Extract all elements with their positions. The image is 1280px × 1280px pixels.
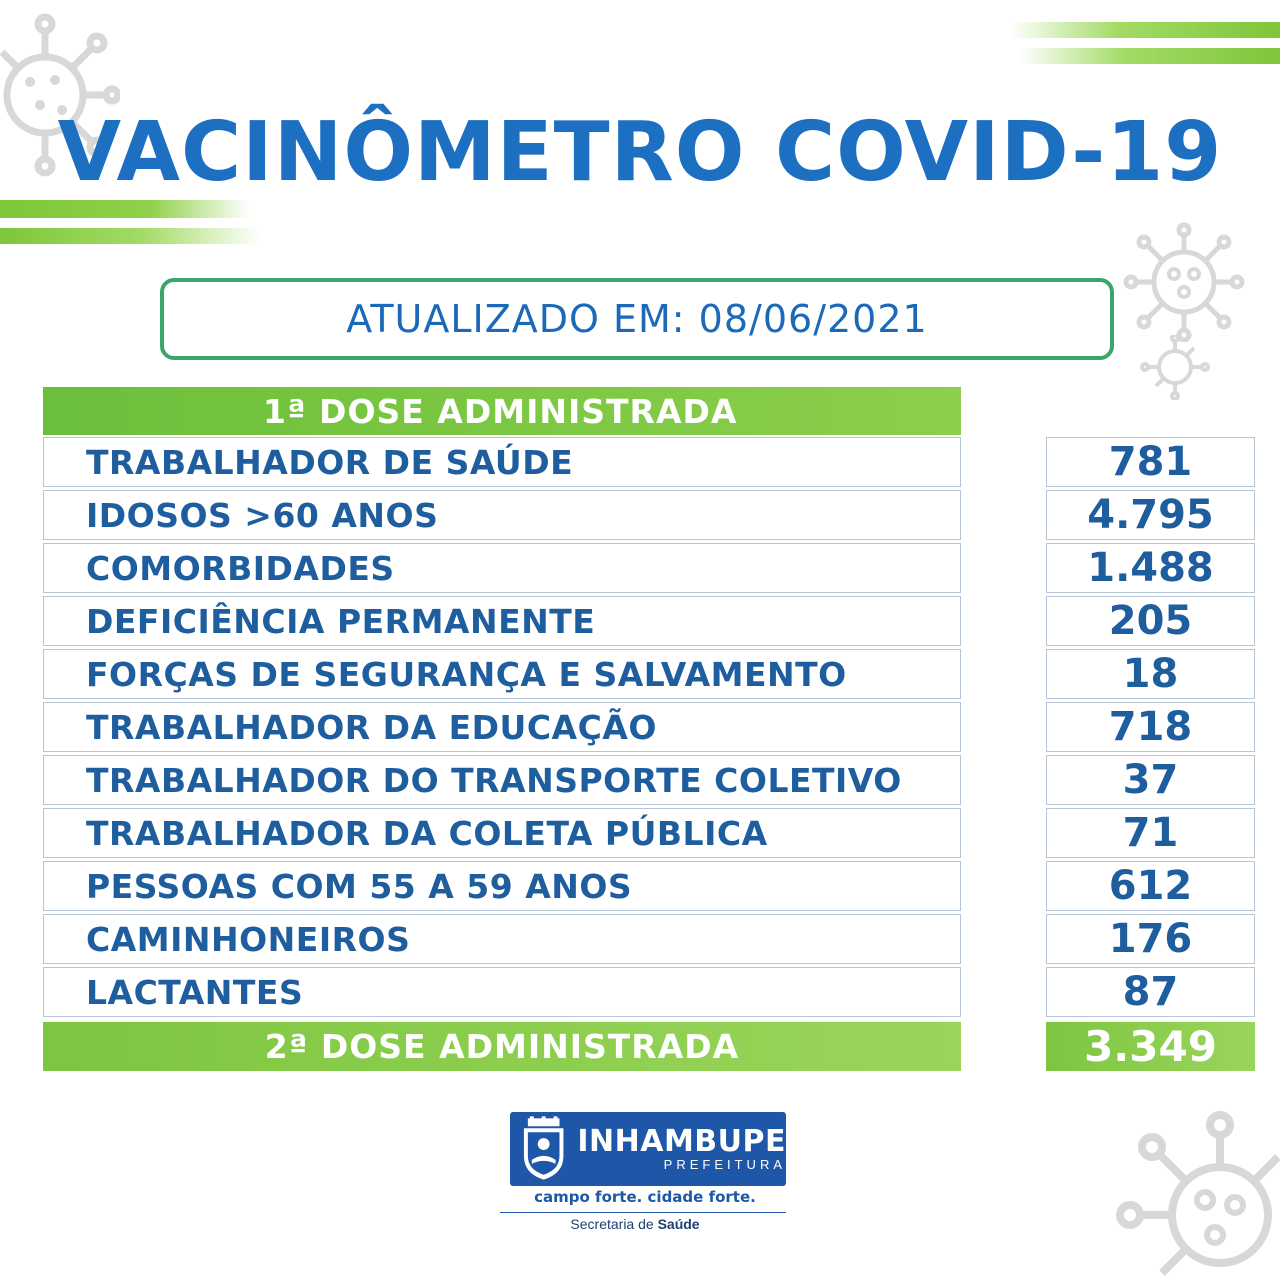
- row-value-cell: [1046, 967, 1255, 1017]
- table-row: [43, 649, 1255, 699]
- row-label-cell: [43, 702, 961, 752]
- update-date-box: [160, 278, 1114, 360]
- city-crest-icon: [516, 1116, 571, 1182]
- virus-icon: [1140, 335, 1210, 400]
- green-stripe: [0, 200, 250, 218]
- row-value: 87: [1122, 969, 1179, 1015]
- row-label-cell: [43, 437, 961, 487]
- row-label-cell: [43, 755, 961, 805]
- second-dose-value: 3.349: [1084, 1022, 1217, 1071]
- row-value: 718: [1108, 704, 1193, 750]
- row-label-cell: [43, 914, 961, 964]
- row-value-cell: [1046, 543, 1255, 593]
- table-row: [43, 596, 1255, 646]
- row-value: 781: [1108, 439, 1193, 485]
- table-row: [43, 437, 1255, 487]
- row-label: LACTANTES: [86, 972, 304, 1012]
- virus-icon: [1110, 1095, 1280, 1280]
- second-dose-value-cell: [1046, 1022, 1255, 1071]
- divider: [500, 1212, 786, 1213]
- row-value-cell: [1046, 702, 1255, 752]
- row-label: CAMINHONEIROS: [86, 919, 411, 959]
- row-label: FORÇAS DE SEGURANÇA E SALVAMENTO: [86, 654, 847, 694]
- row-label-cell: [43, 596, 961, 646]
- second-dose-label: 2ª DOSE ADMINISTRADA: [264, 1027, 740, 1066]
- table-row: [43, 702, 1255, 752]
- dose-table: [43, 437, 1255, 1020]
- table-row: [43, 490, 1255, 540]
- row-label: IDOSOS >60 ANOS: [86, 495, 439, 535]
- row-label-cell: [43, 967, 961, 1017]
- first-dose-header: [43, 387, 961, 435]
- row-value-cell: [1046, 808, 1255, 858]
- table-row: [43, 543, 1255, 593]
- virus-icon: [1122, 222, 1252, 342]
- row-value-cell: [1046, 437, 1255, 487]
- table-row: [43, 808, 1255, 858]
- secretaria-prefix: Secretaria de: [570, 1216, 654, 1232]
- logo-subtitle: PREFEITURA: [663, 1157, 786, 1172]
- row-value-cell: [1046, 755, 1255, 805]
- row-label: TRABALHADOR DA EDUCAÇÃO: [86, 707, 657, 747]
- row-label-cell: [43, 808, 961, 858]
- first-dose-header-label: 1ª DOSE ADMINISTRADA: [263, 391, 738, 431]
- row-value: 71: [1122, 810, 1179, 856]
- row-label: DEFICIÊNCIA PERMANENTE: [86, 601, 596, 641]
- logo-name: INHAMBUPE: [577, 1124, 786, 1159]
- row-label: TRABALHADOR DA COLETA PÚBLICA: [86, 813, 768, 853]
- green-stripe: [1020, 48, 1280, 64]
- row-value: 205: [1108, 598, 1193, 644]
- row-value: 37: [1122, 757, 1179, 803]
- row-value-cell: [1046, 861, 1255, 911]
- row-label-cell: [43, 490, 961, 540]
- row-value-cell: [1046, 649, 1255, 699]
- row-value: 4.795: [1087, 492, 1214, 538]
- green-stripe: [0, 228, 260, 244]
- row-label: PESSOAS COM 55 A 59 ANOS: [86, 866, 633, 906]
- logo-slogan: campo forte. cidade forte.: [534, 1188, 756, 1206]
- page-title: VACINÔMETRO COVID-19: [57, 105, 1223, 200]
- secretaria-name: Saúde: [657, 1216, 700, 1232]
- row-label: COMORBIDADES: [86, 548, 395, 588]
- green-stripe: [1010, 22, 1280, 38]
- row-label-cell: [43, 649, 961, 699]
- row-value-cell: [1046, 596, 1255, 646]
- row-label-cell: [43, 543, 961, 593]
- row-value: 612: [1108, 863, 1193, 909]
- update-date-text: ATUALIZADO EM: 08/06/2021: [346, 297, 928, 341]
- row-value: 176: [1108, 916, 1193, 962]
- second-dose-bar: [43, 1022, 961, 1071]
- table-row: [43, 914, 1255, 964]
- row-value: 18: [1122, 651, 1179, 697]
- logo-texts: [577, 1126, 786, 1172]
- row-value-cell: [1046, 490, 1255, 540]
- row-label: TRABALHADOR DE SAÚDE: [86, 442, 574, 482]
- row-value-cell: [1046, 914, 1255, 964]
- row-label: TRABALHADOR DO TRANSPORTE COLETIVO: [86, 760, 902, 800]
- table-row: [43, 861, 1255, 911]
- table-row: [43, 967, 1255, 1017]
- table-row: [43, 755, 1255, 805]
- secretaria-label: [500, 1216, 770, 1232]
- row-value: 1.488: [1087, 545, 1214, 591]
- city-logo: [510, 1112, 786, 1186]
- row-label-cell: [43, 861, 961, 911]
